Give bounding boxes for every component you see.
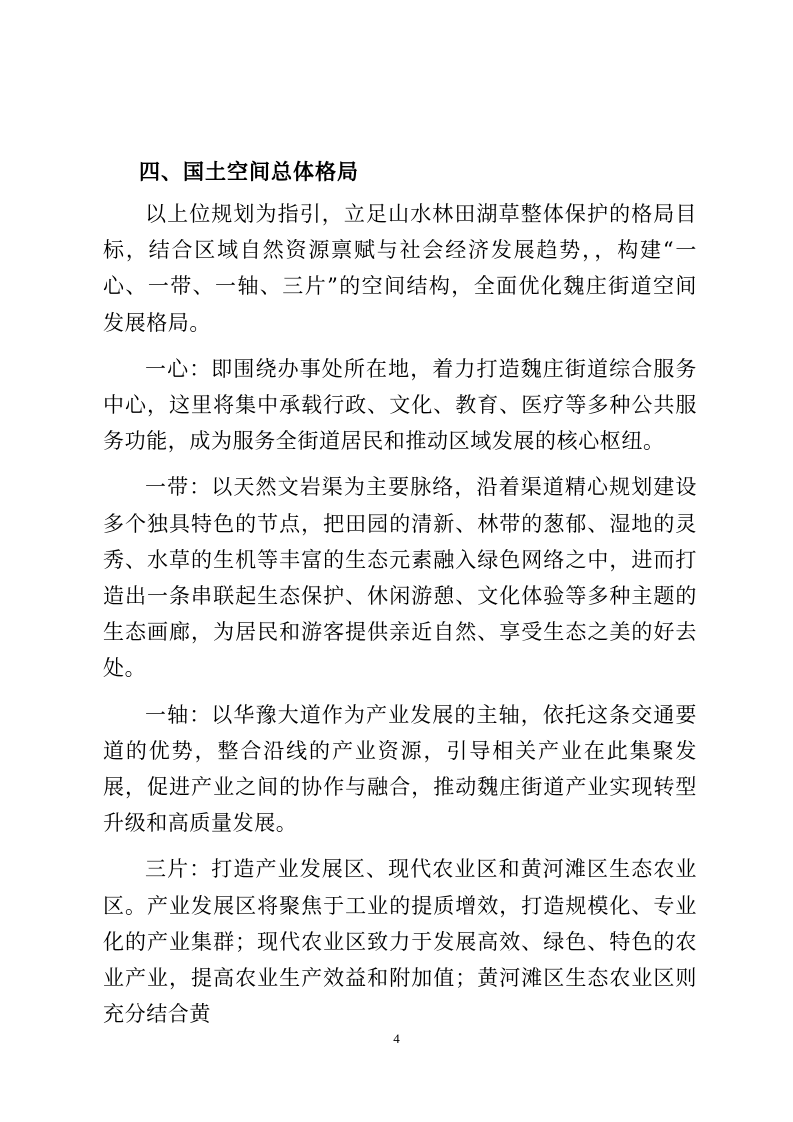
paragraph-one-belt: 一带：以天然文岩渠为主要脉络，沿着渠道精心规划建设多个独具特色的节点，把田园的清新、林带的葱郁、湿地的灵秀、水草的生机等丰富的生态元素融入绿色网络之中，进而打造出一条串联起生态保护、休闲游憩、文化体验等多种主题的生态画廊，为居民和游客提供亲近自然、享受生态之美的好去处。 (103, 475, 697, 681)
section-heading: 四、国土空间总体格局 (139, 160, 359, 184)
paragraph-three-zones: 三片：打造产业发展区、现代农业区和黄河滩区生态农业区。产业发展区将聚焦于工业的提质增效，打造规模化、专业化的产业集群；现代农业区致力于发展高效、绿色、特色的农业产业，提高农业生产效益和附加值；黄河滩区生态农业区则充分结合黄 (103, 857, 697, 1027)
paragraph-intro: 以上位规划为指引，立足山水林田湖草整体保护的格局目标，结合区域自然资源禀赋与社会经济发展趋势，，构建“一心、一带、一轴、三片”的空间结构，全面优化魏庄街道空间发展格局。 (103, 202, 697, 335)
paragraph-one-axis: 一轴：以华豫大道作为产业发展的主轴，依托这条交通要道的优势，整合沿线的产业资源，引导相关产业在此集聚发展，促进产业之间的协作与融合，推动魏庄街道产业实现转型升级和高质量发展。 (103, 702, 697, 836)
paragraph-one-center: 一心：即围绕办事处所在地，着力打造魏庄街道综合服务中心，这里将集中承载行政、文化、教育、医疗等多种公共服务功能，成为服务全街道居民和推动区域发展的核心枢纽。 (103, 356, 697, 454)
body-text (103, 196, 697, 1042)
page-number: 4 (393, 1031, 400, 1046)
